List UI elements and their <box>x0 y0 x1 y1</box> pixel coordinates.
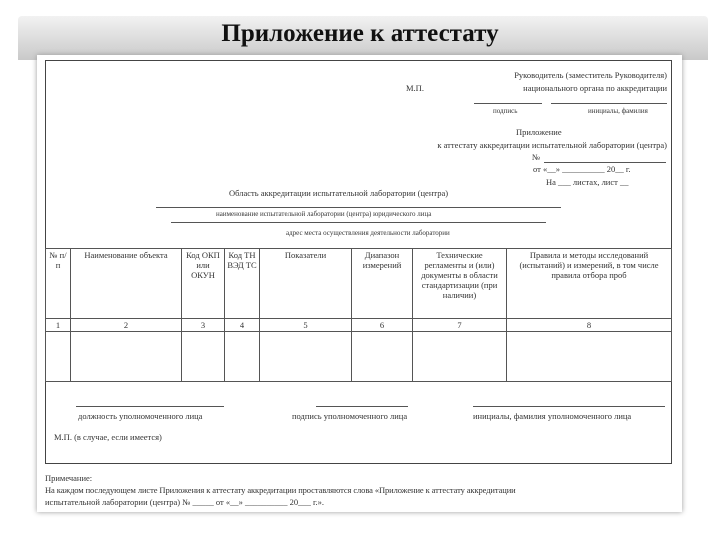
note-title: Примечание: <box>45 473 93 483</box>
sheets-label: На ___ листах, лист __ <box>546 177 629 187</box>
table-empty-row <box>46 332 672 382</box>
col-number: 8 <box>507 319 672 332</box>
col-header: № п/п <box>46 249 71 319</box>
document-frame <box>45 60 672 464</box>
col-number: 3 <box>182 319 225 332</box>
col-header: Наименование объекта <box>71 249 182 319</box>
col-number: 4 <box>225 319 260 332</box>
appendix-heading: Приложение <box>516 127 562 137</box>
note-line-2: испытательной лаборатории (центра) № _____ от «__» __________ 20___ г.». <box>45 497 324 507</box>
position-label: должность уполномоченного лица <box>78 411 203 421</box>
col-number: 7 <box>413 319 507 332</box>
appendix-subheading: к аттестату аккредитации испытательной лаборатории (центра) <box>437 140 667 150</box>
col-header: Правила и методы исследований (испытаний) и измерений, в том числе правила отбора проб <box>507 249 672 319</box>
col-number: 5 <box>260 319 352 332</box>
signature-label-2: подпись уполномоченного лица <box>292 411 408 421</box>
scope-table <box>45 248 672 382</box>
stamp-label: М.П. <box>406 83 424 93</box>
signature-label: подпись <box>493 107 518 115</box>
initials-label-2: инициалы, фамилия уполномоченного лица <box>473 411 632 421</box>
scope-heading: Область аккредитации испытательной лаборатории (центра) <box>229 188 449 198</box>
stamp-if-any: М.П. (в случае, если имеется) <box>54 432 162 442</box>
document-scan <box>37 55 682 512</box>
number-label: № <box>532 152 541 162</box>
initials-label: инициалы, фамилия <box>588 107 648 115</box>
col-number: 6 <box>352 319 413 332</box>
address-label: адрес места осуществления деятельности лаборатории <box>286 229 450 237</box>
col-header: Код ТН ВЭД ТС <box>225 249 260 319</box>
col-header: Показатели <box>260 249 352 319</box>
col-number: 2 <box>71 319 182 332</box>
table-header-row <box>46 249 672 319</box>
col-header: Код ОКП или ОКУН <box>182 249 225 319</box>
lab-name-label: наименование испытательной лаборатории (центра) юридического лица <box>216 210 432 218</box>
note-line-1: На каждом последующем листе Приложения к аттестату аккредитации проставляются слова «Приложение к аттестату аккредитации <box>45 485 516 495</box>
head-line-1: Руководитель (заместитель Руководителя) <box>514 70 667 80</box>
col-number: 1 <box>46 319 71 332</box>
table-number-row <box>46 319 672 332</box>
date-label: от «__» __________ 20__ г. <box>533 164 631 174</box>
head-line-2: национального органа по аккредитации <box>523 83 667 93</box>
slide-title: Приложение к аттестату <box>221 20 499 47</box>
col-header: Технические регламенты и (или) документы в области стандартизации (при наличии) <box>413 249 507 319</box>
col-header: Диапазон измерений <box>352 249 413 319</box>
